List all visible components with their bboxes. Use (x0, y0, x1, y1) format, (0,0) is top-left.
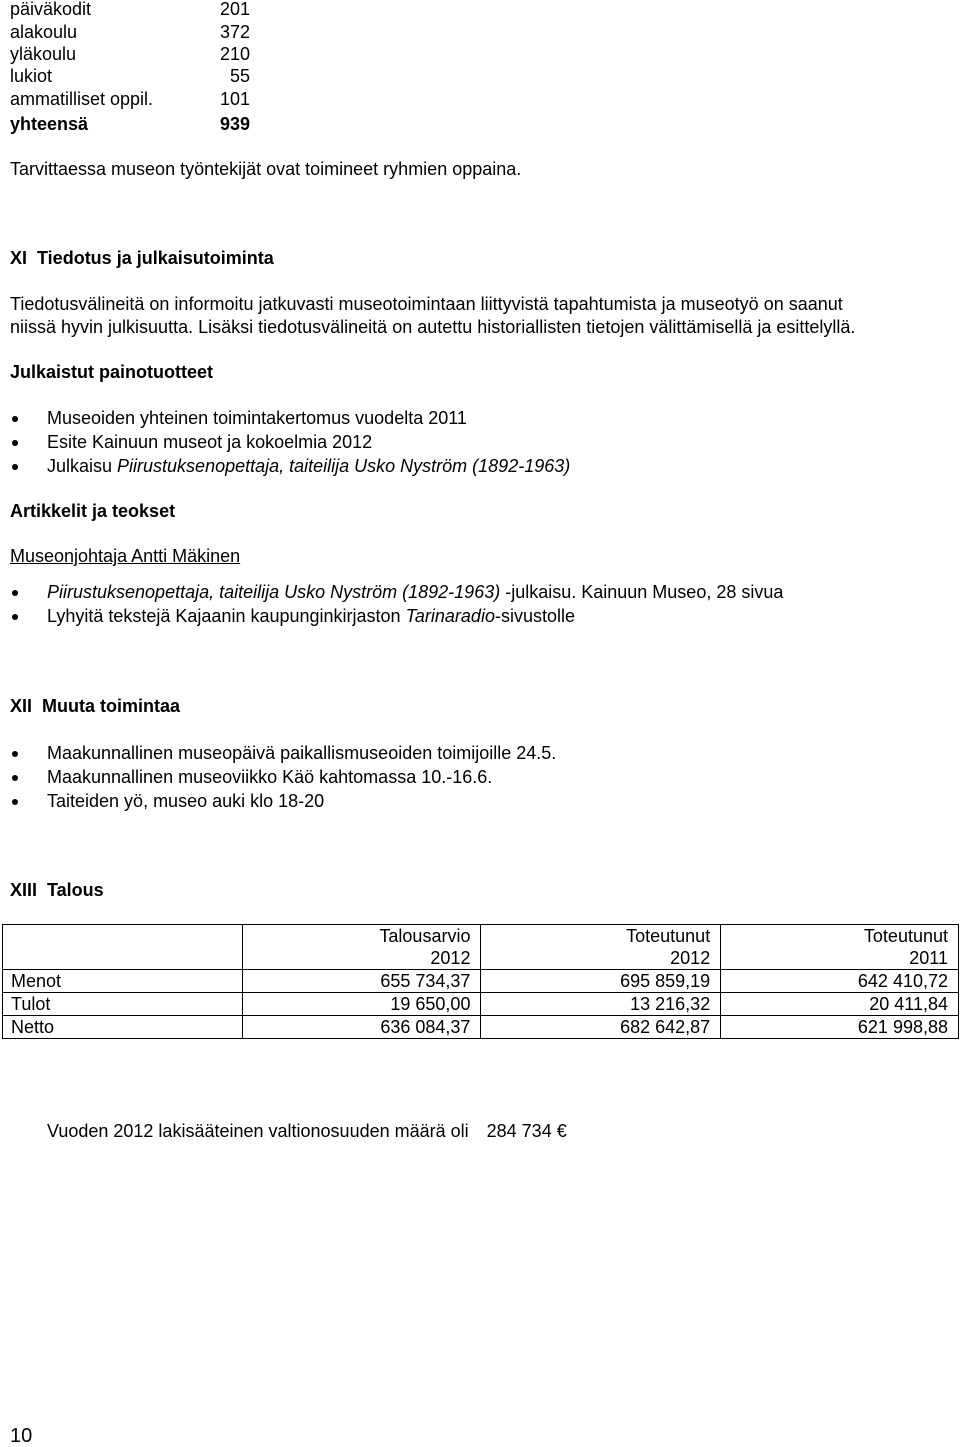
section-xi-paragraph-line1: Tiedotusvälineitä on informoitu jatkuvasti museotoimintaan liittyvistä tapahtumista ja museotyö on saanut (10, 294, 843, 314)
articles-heading: Artikkelit ja teokset (10, 501, 176, 521)
list-item (0, 581, 783, 605)
table-header-cell (721, 925, 959, 970)
list-item (0, 790, 556, 814)
section-number: XI (10, 248, 28, 268)
table-header-row (3, 925, 959, 970)
section-title: Tiedotus ja julkaisutoiminta (37, 248, 274, 268)
section-xii-heading (10, 695, 180, 717)
section-title: Muuta toimintaa (42, 696, 181, 716)
stat-row (10, 43, 250, 65)
list-item-text: Museoiden yhteinen toimintakertomus vuodelta 2011 (47, 408, 467, 428)
table-cell: 13 216,32 (481, 993, 721, 1016)
author-name: Museonjohtaja Antti Mäkinen (10, 546, 241, 566)
publications-list (0, 407, 570, 479)
stat-row (10, 65, 250, 87)
stat-value: 939 (219, 114, 250, 134)
table-cell: 19 650,00 (242, 993, 481, 1016)
state-aid-text: Vuoden 2012 lakisääteinen valtionosuuden määrä oli (47, 1121, 469, 1141)
table-row (3, 970, 959, 993)
guide-note: Tarvittaessa museon työntekijät ovat toimineet ryhmien oppaina. (10, 159, 522, 179)
list-item-text: Lyhyitä tekstejä Kajaanin kaupunginkirjaston (47, 606, 406, 626)
articles-list (0, 581, 783, 629)
table-cell: 695 859,19 (481, 970, 721, 993)
stat-row-total (10, 113, 250, 135)
stat-value: 372 (219, 22, 250, 42)
list-item-text: Esite Kainuun museot ja kokoelmia 2012 (47, 432, 373, 452)
section-xi-paragraph-line2: niissä hyvin julkisuutta. Lisäksi tiedotusvälineitä on autettu historiallisten tietojen välittämisellä ja esittelyllä. (10, 317, 856, 337)
list-item (0, 742, 556, 766)
stat-row (10, 21, 250, 43)
table-cell: 621 998,88 (721, 1016, 959, 1039)
publication-title: Piirustuksenopettaja, taiteilija Usko Nyström (1892-1963) (117, 456, 571, 476)
publications-heading: Julkaistut painotuotteet (10, 362, 214, 382)
bullet-icon (12, 440, 18, 446)
list-item (0, 431, 570, 455)
stat-row (10, 0, 250, 20)
table-cell: 642 410,72 (721, 970, 959, 993)
activities-list (0, 742, 556, 814)
row-label: Netto (3, 1016, 243, 1039)
table-row (3, 993, 959, 1016)
bullet-icon (12, 464, 18, 470)
table-cell: 636 084,37 (242, 1016, 481, 1039)
section-xiii-heading (10, 879, 104, 901)
section-number: XIII (10, 880, 38, 900)
list-item (0, 407, 570, 431)
list-item-text: Julkaisu (47, 456, 118, 476)
list-item (0, 605, 783, 629)
stat-label: yhteensä (10, 114, 89, 134)
list-item-text: -sivustolle (494, 606, 575, 626)
article-title: Tarinaradio (405, 606, 495, 626)
state-aid-value: 284 734 € (486, 1121, 567, 1141)
list-item-text: Maakunnallinen museopäivä paikallismuseoiden toimijoille 24.5. (47, 743, 557, 763)
page-number: 10 (10, 1425, 33, 1447)
table-header-cell (3, 925, 243, 970)
bullet-icon (12, 751, 18, 757)
section-number: XII (10, 696, 33, 716)
bullet-icon (12, 416, 18, 422)
header-line2: 2011 (909, 948, 948, 968)
list-item-text: -julkaisu. Kainuun Museo, 28 sivua (500, 582, 784, 602)
table-cell: 655 734,37 (242, 970, 481, 993)
stat-label: alakoulu (10, 22, 78, 42)
header-line1: Talousarvio (379, 926, 471, 946)
header-line1: Toteutunut (626, 926, 711, 946)
list-item-text: Taiteiden yö, museo auki klo 18-20 (47, 791, 325, 811)
stat-value: 55 (229, 66, 250, 86)
article-title: Piirustuksenopettaja, taiteilija Usko Nyström (1892-1963) (47, 582, 501, 602)
stat-row (10, 88, 250, 110)
table-header-cell (481, 925, 721, 970)
header-line1: Toteutunut (863, 926, 948, 946)
bullet-icon (12, 590, 18, 596)
stat-value: 201 (219, 0, 250, 19)
stat-value: 101 (219, 89, 250, 109)
stat-value: 210 (219, 44, 250, 64)
table-row (3, 1016, 959, 1039)
table-cell: 682 642,87 (481, 1016, 721, 1039)
bullet-icon (12, 799, 18, 805)
header-line2: 2012 (670, 948, 711, 968)
header-line2: 2012 (430, 948, 471, 968)
stat-label: ammatilliset oppil. (10, 89, 154, 109)
stat-label: lukiot (10, 66, 53, 86)
table-cell: 20 411,84 (721, 993, 959, 1016)
list-item (0, 766, 556, 790)
stat-label: yläkoulu (10, 44, 77, 64)
finance-table (2, 924, 959, 1039)
bullet-icon (12, 614, 18, 620)
table-header-cell (242, 925, 481, 970)
section-xi-heading (10, 247, 274, 269)
bullet-icon (12, 775, 18, 781)
list-item (0, 455, 570, 479)
state-aid-line (47, 1120, 567, 1142)
stat-label: päiväkodit (10, 0, 92, 19)
row-label: Menot (3, 970, 243, 993)
row-label: Tulot (3, 993, 243, 1016)
list-item-text: Maakunnallinen museoviikko Käö kahtomassa 10.-16.6. (47, 767, 493, 787)
section-title: Talous (47, 880, 104, 900)
